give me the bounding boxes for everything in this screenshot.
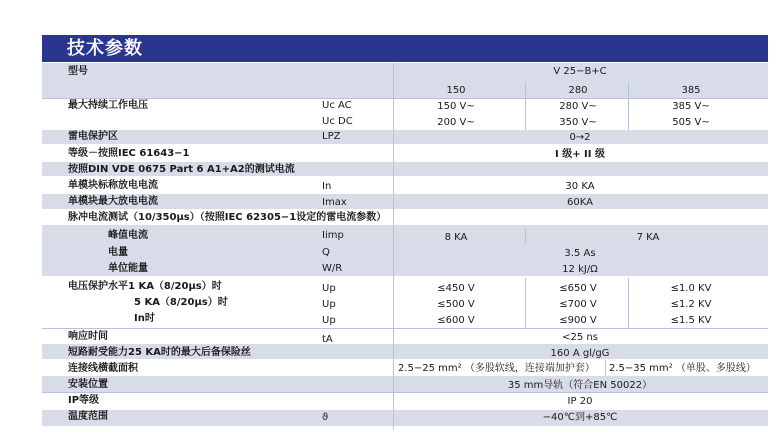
value-charge: 3.5 As <box>564 248 596 259</box>
value-max-discharge: 60KA <box>567 197 593 208</box>
label-din: 按照DIN VDE 0675 Part 6 A1+A2的测试电流 <box>68 164 295 175</box>
sym-up-in: Up <box>322 315 336 326</box>
page-title: 技术参数 <box>67 38 143 59</box>
band-temp-area <box>42 410 768 426</box>
sym-up-1: Up <box>322 283 336 294</box>
variant-280: 280 <box>568 85 588 96</box>
column-divider <box>525 228 526 244</box>
value-ip: IP 20 <box>567 396 593 407</box>
value-prot5-385: ≤1.2 KV <box>670 299 712 310</box>
value-temp: −40℃到+85℃ <box>542 412 618 423</box>
value-ac-280: 280 V~ <box>559 101 597 112</box>
column-divider <box>525 278 526 328</box>
value-prot1-385: ≤1.0 KV <box>670 283 712 294</box>
label-mount: 安装位置 <box>68 379 108 390</box>
sym-uc-ac: Uc AC <box>322 100 352 111</box>
column-divider <box>393 63 394 430</box>
label-grade: 等级－按照IEC 61643−1 <box>68 148 190 159</box>
label-response: 响应时间 <box>68 331 108 342</box>
value-energy: 12 kJ/Ω <box>562 264 598 275</box>
column-divider <box>628 82 629 130</box>
sym-lpz: LPZ <box>322 131 341 142</box>
variant-150: 150 <box>446 85 466 96</box>
sym-iimp: Iimp <box>322 230 344 241</box>
sym-q: Q <box>322 247 330 258</box>
band-mount <box>42 376 768 392</box>
value-dc-385: 505 V~ <box>672 117 710 128</box>
value-grade: I 级+ II 级 <box>555 149 605 160</box>
label-fuse: 短路耐受能力25 KA时的最大后备保险丝 <box>68 347 251 358</box>
label-model: 型号 <box>68 66 88 77</box>
value-prot1-280: ≤650 V <box>559 283 597 294</box>
label-max-voltage: 最大持续工作电压 <box>68 100 148 111</box>
sym-up-5: Up <box>322 299 336 310</box>
value-prot5-150: ≤500 V <box>437 299 475 310</box>
band-lpz <box>42 130 768 144</box>
label-peak: 峰值电流 <box>108 230 148 241</box>
label-impulse: 脉冲电流测试（10/350μs）（按照IEC 62305−1设定的雷电流参数） <box>68 212 387 223</box>
label-charge: 电量 <box>108 247 128 258</box>
label-ip: IP等级 <box>68 395 100 406</box>
value-lpz: 0→2 <box>569 132 591 143</box>
value-dc-150: 200 V~ <box>437 117 475 128</box>
label-temp: 温度范围 <box>68 411 108 422</box>
value-model: V 25−B+C <box>553 66 607 77</box>
sym-theta: ϑ <box>322 412 329 423</box>
sym-wr: W/R <box>322 263 343 274</box>
column-divider <box>525 82 526 130</box>
column-divider <box>628 278 629 328</box>
value-dc-280: 350 V~ <box>559 117 597 128</box>
value-peak-2: 7 KA <box>636 232 660 243</box>
row-divider <box>42 392 768 393</box>
value-prot5-280: ≤700 V <box>559 299 597 310</box>
band-model <box>42 63 768 98</box>
value-protin-385: ≤1.5 KV <box>670 315 712 326</box>
sym-uc-dc: Uc DC <box>322 116 353 127</box>
value-wire-solid: 2.5−35 mm² （单股、多股线） <box>609 363 756 374</box>
title-bar <box>42 35 768 62</box>
value-response: <25 ns <box>562 332 598 343</box>
sym-imax: Imax <box>322 197 347 208</box>
column-divider <box>605 360 606 376</box>
value-wire-flex: 2.5−25 mm² （多股软线，连接端加护套） <box>398 363 595 374</box>
label-lpz: 雷电保护区 <box>68 131 118 142</box>
row-divider <box>42 98 768 99</box>
label-prot-5ka: 5 KA（8/20μs）时 <box>134 297 228 308</box>
row-divider <box>42 328 768 329</box>
label-energy: 单位能量 <box>108 263 148 274</box>
label-max-discharge: 单模块最大放电电流 <box>68 196 158 207</box>
value-protin-150: ≤600 V <box>437 315 475 326</box>
value-fuse: 160 A gl/gG <box>550 348 610 359</box>
value-protin-280: ≤900 V <box>559 315 597 326</box>
variant-385: 385 <box>681 85 701 96</box>
value-ac-385: 385 V~ <box>672 101 710 112</box>
label-wire: 连接线横截面积 <box>68 363 138 374</box>
label-prot-1ka: 电压保护水平1 KA（8/20μs）时 <box>68 281 222 292</box>
value-peak-1: 8 KA <box>444 232 468 243</box>
sym-in: In <box>322 181 332 192</box>
value-prot1-150: ≤450 V <box>437 283 475 294</box>
value-ac-150: 150 V~ <box>437 101 475 112</box>
label-prot-in: In时 <box>134 313 155 324</box>
value-nominal: 30 KA <box>565 181 595 192</box>
value-mount: 35 mm导轨（符合EN 50022） <box>507 380 653 391</box>
sym-ta: tA <box>322 334 333 345</box>
label-nominal: 单模块标称放电电流 <box>68 180 158 191</box>
